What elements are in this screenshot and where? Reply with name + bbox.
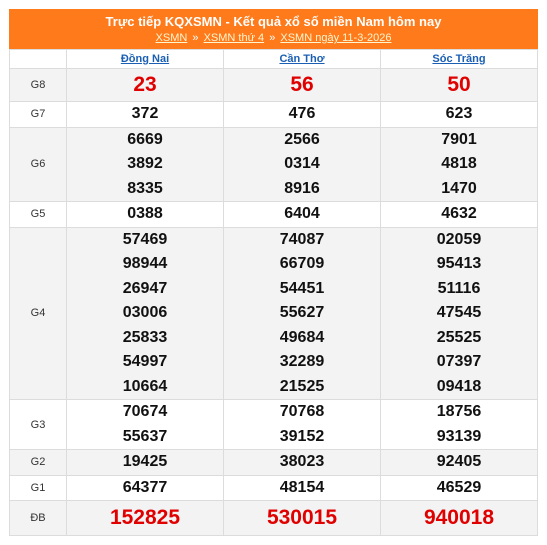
province-header	[224, 50, 381, 69]
prize-number: 50	[447, 73, 471, 96]
province-header-row	[10, 50, 538, 69]
prize-cell	[381, 202, 538, 228]
prize-number: 19425	[122, 453, 168, 470]
prize-number: 49684	[279, 328, 325, 346]
prize-number: 93139	[436, 427, 482, 445]
prize-cell	[381, 102, 538, 128]
results-panel	[9, 9, 538, 536]
prize-cell	[67, 202, 224, 228]
prize-cell	[381, 127, 538, 202]
prize-row	[10, 501, 538, 536]
prize-label: G4	[10, 227, 67, 400]
prize-number: 4632	[441, 205, 477, 222]
prize-cell	[224, 102, 381, 128]
breadcrumb-separator: »	[192, 32, 199, 44]
prize-row	[10, 400, 538, 450]
prize-cell	[67, 475, 224, 501]
breadcrumb-link-xsmn[interactable]: XSMN	[155, 32, 188, 44]
prize-number: 25833	[122, 328, 168, 346]
province-link-can-tho[interactable]: Cần Thơ	[279, 53, 325, 65]
prize-number: 07397	[436, 353, 482, 370]
prize-label: G8	[10, 69, 67, 102]
prize-cell	[224, 475, 381, 501]
prize-cell	[67, 400, 224, 450]
page-title: Trực tiếp KQXSMN - Kết quả xổ số miền Nam hôm nay	[105, 14, 442, 29]
prize-number: 57469	[122, 230, 168, 248]
prize-number: 8335	[127, 179, 163, 197]
province-header	[381, 50, 538, 69]
prize-number: 70768	[279, 403, 325, 420]
prize-cell	[224, 501, 381, 536]
prize-number: 23	[133, 73, 157, 96]
prize-cell	[381, 450, 538, 476]
prize-number: 55637	[122, 427, 168, 445]
province-link-soc-trang[interactable]: Sóc Trăng	[432, 53, 486, 65]
prize-number: 51116	[437, 279, 481, 297]
prize-number: 55627	[279, 304, 325, 321]
prize-cell	[381, 475, 538, 501]
prize-cell	[67, 127, 224, 202]
prize-number: 152825	[109, 506, 181, 529]
prize-number: 7901	[441, 130, 477, 148]
prize-row	[10, 202, 538, 228]
prize-row	[10, 475, 538, 501]
prize-number: 6404	[284, 205, 320, 222]
breadcrumb	[9, 29, 538, 45]
prize-number: 32289	[279, 353, 325, 370]
prize-row	[10, 127, 538, 202]
prize-number: 6669	[127, 130, 163, 148]
results-table	[9, 49, 538, 536]
prize-table-body	[10, 69, 538, 536]
breadcrumb-separator: »	[269, 32, 276, 44]
prize-cell	[67, 450, 224, 476]
prize-number: 2566	[284, 130, 320, 148]
prize-number: 54451	[279, 279, 325, 297]
prize-cell	[224, 202, 381, 228]
prize-number: 74087	[279, 230, 325, 248]
prize-cell	[224, 127, 381, 202]
prize-number: 1470	[441, 179, 477, 197]
prize-number: 26947	[122, 279, 168, 297]
prize-number: 48154	[279, 478, 325, 496]
prize-label: G2	[10, 450, 67, 476]
prize-number: 66709	[279, 255, 325, 272]
prize-number: 92405	[436, 453, 482, 470]
prize-number: 623	[445, 105, 473, 122]
prize-number: 21525	[279, 377, 325, 395]
prize-row	[10, 69, 538, 102]
prize-cell	[67, 227, 224, 400]
province-header	[67, 50, 224, 69]
prize-number: 0388	[127, 205, 163, 222]
prize-cell	[381, 501, 538, 536]
prize-cell	[67, 102, 224, 128]
prize-number: 47545	[436, 304, 482, 321]
prize-cell	[67, 501, 224, 536]
prize-number: 530015	[266, 506, 338, 529]
prize-number: 09418	[436, 377, 482, 395]
prize-label: G5	[10, 202, 67, 228]
prize-cell	[224, 400, 381, 450]
prize-number: 56	[290, 73, 314, 96]
prize-number: 46529	[436, 478, 482, 496]
prize-label: G6	[10, 127, 67, 202]
prize-number: 64377	[122, 478, 168, 496]
prize-number: 02059	[436, 230, 482, 248]
prize-number: 4818	[441, 155, 477, 172]
province-link-dong-nai[interactable]: Đồng Nai	[120, 53, 170, 65]
prize-number: 38023	[279, 453, 325, 470]
corner-cell	[10, 50, 67, 69]
prize-label: G1	[10, 475, 67, 501]
prize-number: 8916	[284, 179, 320, 197]
prize-number: 39152	[279, 427, 325, 445]
prize-number: 476	[288, 105, 316, 122]
breadcrumb-link-date[interactable]: XSMN ngày 11-3-2026	[280, 32, 392, 44]
prize-number: 95413	[436, 255, 482, 272]
prize-label: ĐB	[10, 501, 67, 536]
prize-number: 54997	[122, 353, 168, 370]
prize-cell	[224, 227, 381, 400]
prize-cell	[67, 69, 224, 102]
prize-number: 372	[131, 105, 159, 122]
prize-cell	[381, 400, 538, 450]
results-header	[9, 9, 538, 49]
prize-label: G7	[10, 102, 67, 128]
prize-cell	[381, 227, 538, 400]
prize-cell	[381, 69, 538, 102]
prize-row	[10, 450, 538, 476]
prize-number: 98944	[122, 255, 168, 272]
prize-number: 0314	[284, 155, 320, 172]
prize-number: 940018	[423, 506, 495, 529]
prize-number: 03006	[122, 304, 168, 321]
breadcrumb-link-weekday[interactable]: XSMN thứ 4	[203, 32, 265, 44]
prize-number: 18756	[436, 403, 482, 420]
prize-cell	[224, 69, 381, 102]
prize-number: 3892	[127, 155, 163, 172]
prize-number: 25525	[436, 328, 482, 346]
prize-number: 70674	[122, 403, 168, 420]
prize-label: G3	[10, 400, 67, 450]
prize-number: 10664	[122, 377, 168, 395]
prize-row	[10, 227, 538, 400]
prize-cell	[224, 450, 381, 476]
prize-row	[10, 102, 538, 128]
